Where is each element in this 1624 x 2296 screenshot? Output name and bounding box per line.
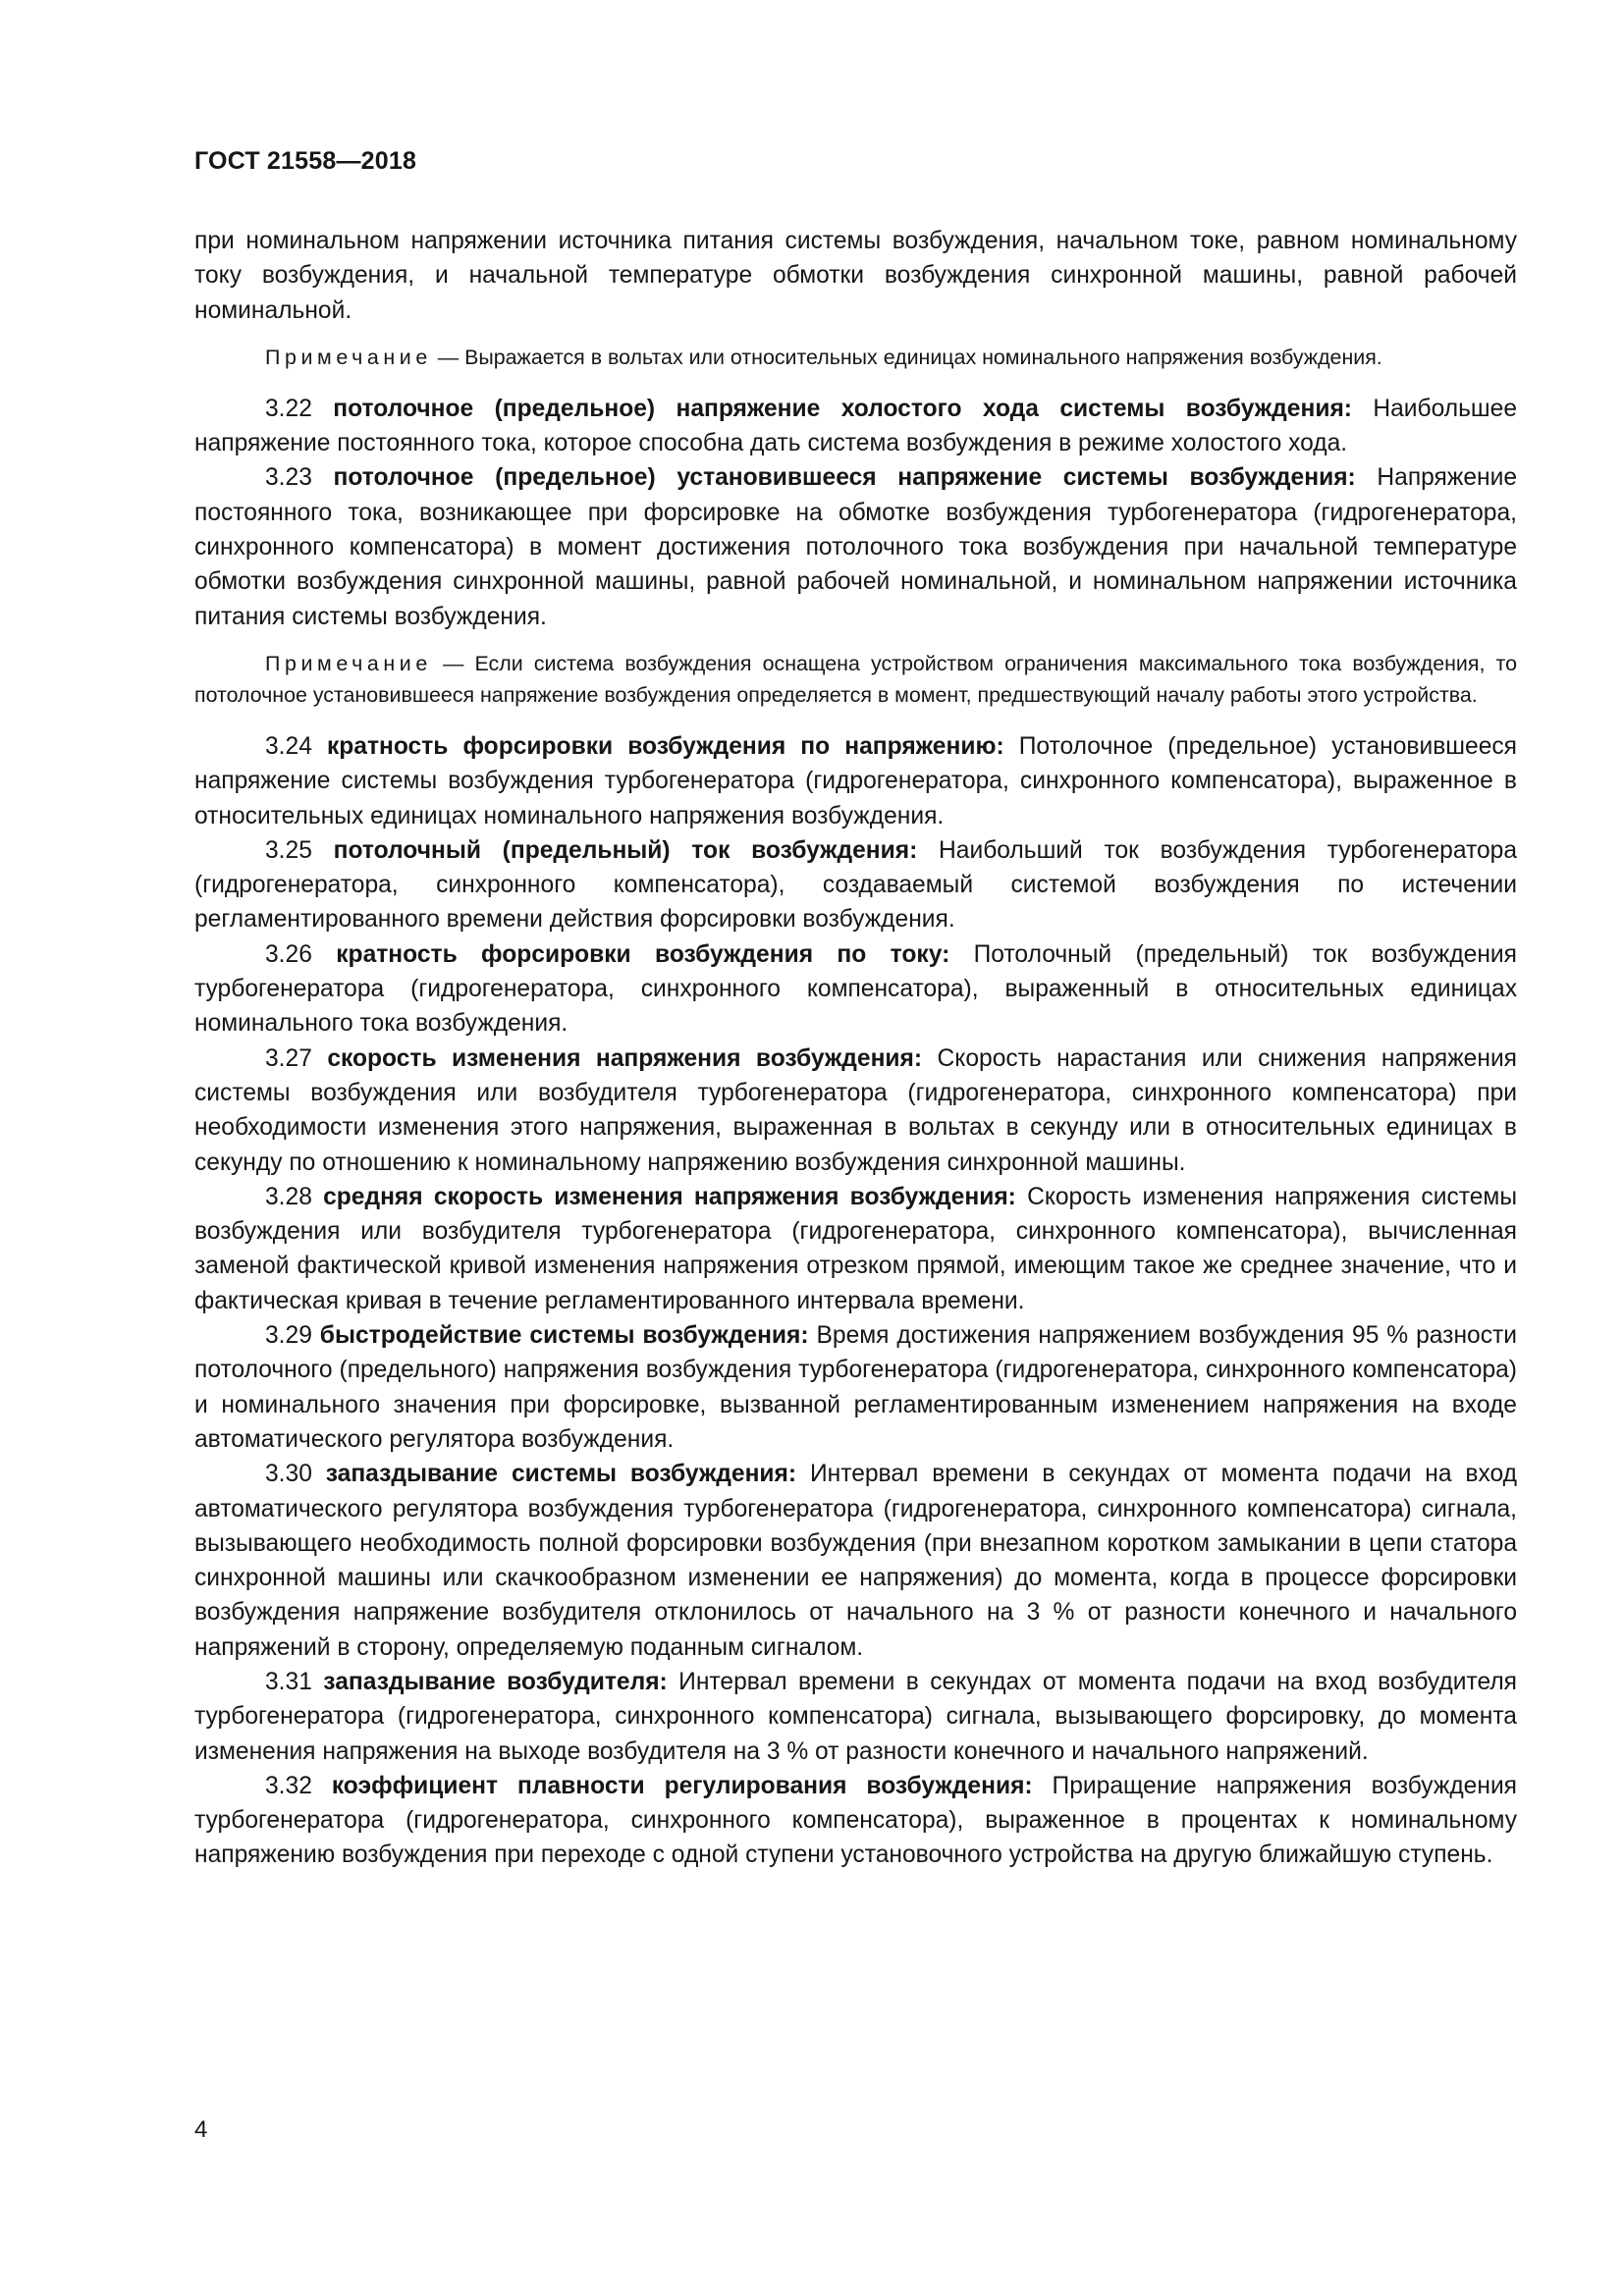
term-entry-3-24: [194, 729, 1517, 833]
note-text: — Если система возбуждения оснащена устройством ограничения максимального тока возбуждения, то потолочное установившееся напряжение возбуждения определяется в момент, предшествующий началу работы этого устройства.: [194, 651, 1517, 707]
document-header: ГОСТ 21558—2018: [194, 147, 417, 175]
term-entry-3-30: [194, 1457, 1517, 1665]
term-definition: Наибольший ток возбуждения турбогенератора (гидрогенератора, синхронного компенсатора), создаваемый системой возбуждения по истечении регламентированного времени действия форсировки возбуждения.: [194, 836, 1517, 934]
term-name: быстродействие системы возбуждения:: [319, 1322, 809, 1350]
term-number: 3.24: [265, 732, 327, 760]
term-name: скорость изменения напряжения возбуждения:: [327, 1044, 923, 1072]
term-definition: Интервал времени в секундах от момента подачи на вход возбудителя турбогенератора (гидрогенератора, синхронного компенсатора) сигнала, вызывающего форсировку, до момента изменения напряжения на выходе возбудителя на 3 % от разности конечного и начального напряжений.: [194, 1668, 1517, 1765]
term-name: запаздывание возбудителя:: [323, 1668, 668, 1695]
term-number: 3.29: [265, 1322, 320, 1350]
term-number: 3.25: [265, 836, 334, 864]
term-definition: Приращение напряжения возбуждения турбогенератора (гидрогенератора, синхронного компенсатора), выраженное в процентах к номинальному напряжению возбуждения при переходе с одной ступени установочного устройства на другую ближайшую ступень.: [194, 1772, 1517, 1869]
term-entry-3-31: [194, 1665, 1517, 1769]
term-number: 3.27: [265, 1044, 328, 1072]
term-definition: Наибольшее напряжение постоянного тока, которое способна дать система возбуждения в режиме холостого хода.: [194, 395, 1518, 457]
term-definition: Потолочное (предельное) установившееся напряжение системы возбуждения турбогенератора (гидрогенератора, синхронного компенсатора), выраженное в относительных единицах номинального напряжения возбуждения.: [194, 732, 1518, 829]
term-name: запаздывание системы возбуждения:: [325, 1461, 797, 1488]
term-definition: Напряжение постоянного тока, возникающее при форсировке на обмотке возбуждения турбогенератора (гидрогенератора, синхронного компенсатора) в момент достижения потолочного тока возбуждения при начальной температуре обмотки возбуждения синхронной машины, равной рабочей номинальной, и номинальном напряжении источника питания системы возбуждения.: [194, 464, 1518, 630]
term-number: 3.32: [265, 1772, 332, 1799]
term-definition: Скорость изменения напряжения системы возбуждения или возбудителя турбогенератора (гидрогенератора, синхронного компенсатора), вычисленная заменой фактической кривой изменения напряжения отрезком прямой, имеющим такое же среднее значение, что и фактическая кривая в течение регламентированного интервала времени.: [194, 1183, 1518, 1314]
term-name: кратность форсировки возбуждения по току:: [336, 940, 950, 968]
term-entry-3-27: [194, 1041, 1517, 1180]
term-name: кратность форсировки возбуждения по напряжению:: [326, 732, 1004, 760]
term-entry-3-26: [194, 937, 1517, 1041]
term-entry-3-28: [194, 1180, 1517, 1318]
note-1: [194, 342, 1517, 373]
term-entry-3-23: [194, 460, 1517, 633]
term-definition: Потолочный (предельный) ток возбуждения турбогенератора (гидрогенератора, синхронного компенсатора), выраженный в относительных единицах номинального тока возбуждения.: [194, 940, 1517, 1038]
term-entry-3-25: [194, 833, 1517, 937]
term-definition: Время достижения напряжением возбуждения 95 % разности потолочного (предельного) напряжения возбуждения турбогенератора (гидрогенератора, синхронного компенсатора) и номинального значения при форсировке, вызванной регламентированным изменением напряжения на входе автоматического регулятора возбуждения.: [194, 1322, 1518, 1453]
term-name: потолочный (предельный) ток возбуждения:: [333, 836, 918, 864]
term-definition: Скорость нарастания или снижения напряжения системы возбуждения или возбудителя турбогенератора (гидрогенератора, синхронного компенсатора) при необходимости изменения этого напряжения, выраженная в вольтах в секунду или в относительных единицах в секунду по отношению к номинальному напряжению возбуждения синхронной машины.: [194, 1044, 1517, 1176]
page-number: 4: [194, 2116, 208, 2143]
term-entry-3-22: [194, 392, 1517, 461]
term-number: 3.30: [265, 1461, 326, 1488]
term-number: 3.23: [265, 464, 334, 492]
term-name: потолочное (предельное) напряжение холостого хода системы возбуждения:: [333, 395, 1352, 422]
term-definition: Интервал времени в секундах от момента подачи на вход автоматического регулятора возбуждения турбогенератора (гидрогенератора, синхронного компенсатора) сигнала, вызывающего необходимость полной форсировки возбуждения (при внезапном коротком замыкании в цепи статора синхронной машины или скачкообразном изменении ее напряжения) до момента, когда в процессе форсировки возбуждения напряжение возбудителя отклонилось от начального на 3 % от разности конечного и начального напряжений в сторону, определяемую поданным сигналом.: [194, 1461, 1517, 1661]
term-name: потолочное (предельное) установившееся напряжение системы возбуждения:: [333, 464, 1356, 492]
term-entry-3-29: [194, 1318, 1517, 1457]
term-entry-3-32: [194, 1769, 1517, 1873]
continuation-paragraph: при номинальном напряжении источника питания системы возбуждения, начальном токе, равном номинальному току возбуждения, и начальной температуре обмотки возбуждения синхронной машины, равной рабочей номинальной.: [194, 228, 1517, 324]
term-number: 3.28: [265, 1183, 324, 1210]
note-label: Примечание: [265, 651, 432, 675]
note-2: [194, 648, 1517, 711]
term-number: 3.31: [265, 1668, 324, 1695]
note-label: Примечание: [265, 345, 432, 369]
term-name: коэффициент плавности регулирования возбуждения:: [331, 1772, 1033, 1799]
note-text: — Выражается в вольтах или относительных единицах номинального напряжения возбуждения.: [431, 345, 1382, 369]
term-number: 3.26: [265, 940, 337, 968]
term-number: 3.22: [265, 395, 334, 422]
document-body: [194, 224, 1517, 1873]
term-name: средняя скорость изменения напряжения возбуждения:: [323, 1183, 1016, 1210]
